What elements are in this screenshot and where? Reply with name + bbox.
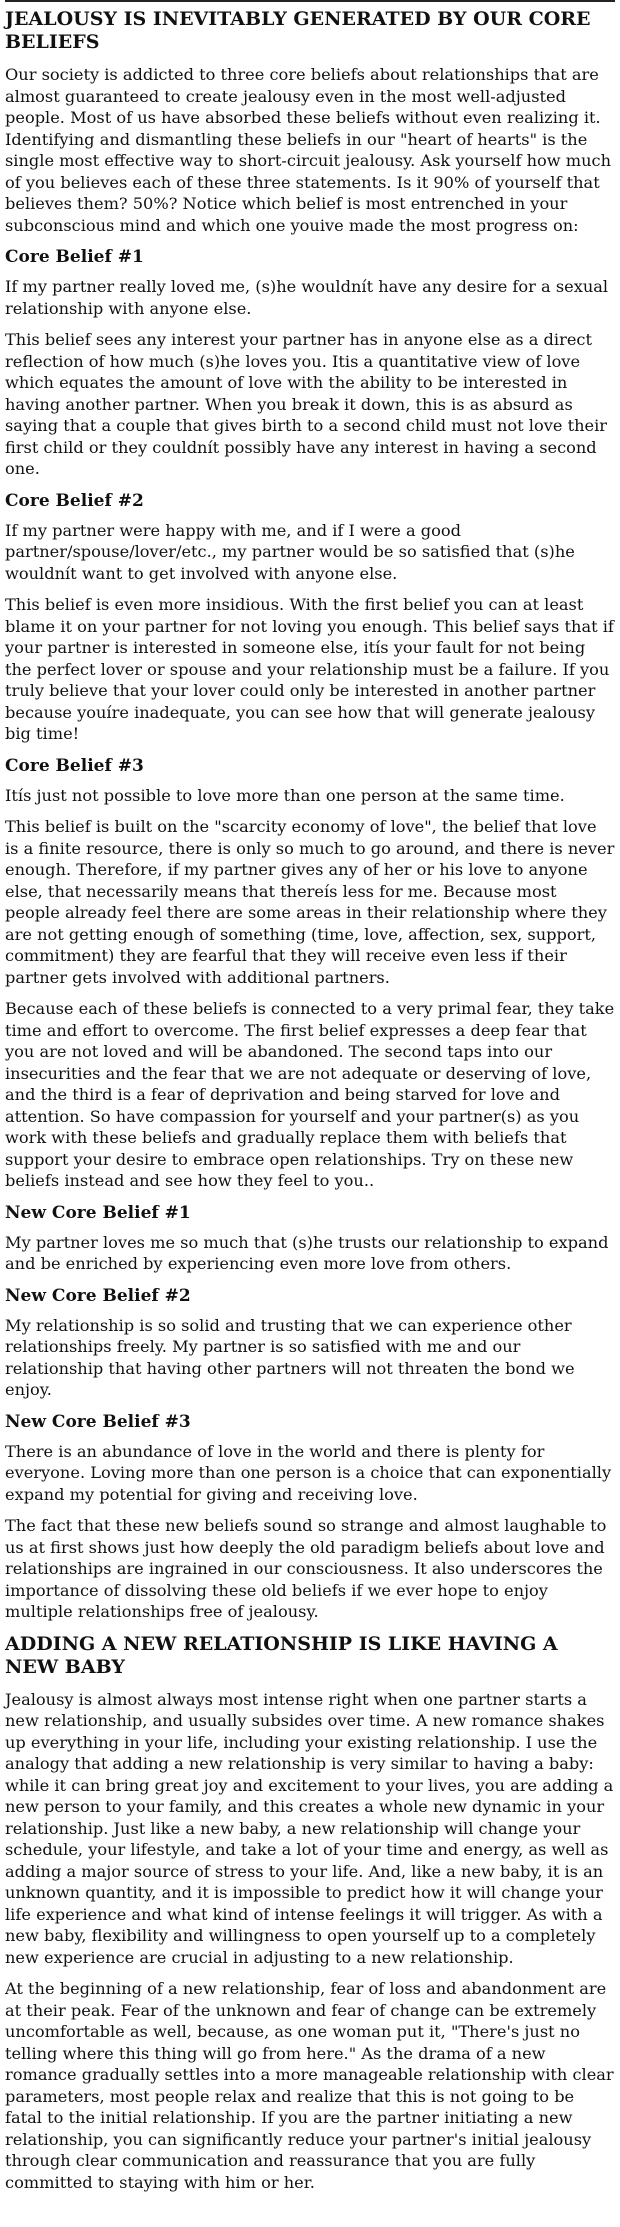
core-belief-1-title: Core Belief #1 — [5, 247, 144, 267]
new-core-belief-2-title: New Core Belief #2 — [5, 1285, 191, 1306]
intro-paragraph: Our society is addicted to three core beliefs about relationships that are almost guaranteed to create jealousy even in the most well-adjusted people. Most of us have absorbed these beliefs without even realizing it. Identifying and dismantling these beliefs in our "heart of hearts" is the single most effective way to short-circuit jealousy. Ask yourself how much of you believes each of these three statements. Is it 90% of yourself that believes them? 50%? Notice which belief is most entrenched in your subconscious mind and which one youive made the most progress on: — [5, 65, 612, 235]
body-paragraph: At the beginning of a new relationship, fear of loss and abandonment are at their peak. Fear of the unknown and fear of change can be extremely uncomfortable as well, because, as one woman put it, "There's just no telling where this thing will go from here." As the drama of a new romance gradually settles into a more manageable relationship with clear parameters, most people relax and realize that this is not going to be fatal to the initial relationship. If you are the partner initiating a new relationship, you can significantly reduce your partner's initial jealousy through clear communication and reassurance that you are fully committed to staying with him or her. — [5, 1979, 614, 2192]
bridge-paragraph: Because each of these beliefs is connected to a very primal fear, they take time and effort to overcome. The first belief expresses a deep fear that you are not loved and will be abandoned. The second taps into our insecurities and the fear that we are not adequate or deserving of love, and the third is a fear of deprivation and being starved for love and attention. So have compassion for yourself and your partner(s) as you work with these beliefs and gradually replace them with beliefs that support your desire to embrace open relationships. Try on these new beliefs instead and see how they feel to you.. — [5, 999, 615, 1190]
body-paragraph: Jealousy is almost always most intense right when one partner starts a new relationship, and usually subsides over time. A new romance shakes up everything in your life, including your existing relationship. I use the analogy that adding a new relationship is very similar to having a baby: while it can bring great joy and excitement to your lives, you are adding a new person to your family, and this creates a whole new dynamic in your relationship. Just like a new baby, a new relationship will change your schedule, your lifestyle, and take a lot of your time and energy, as well as adding a major source of stress to your life. And, like a new baby, it is an unknown quantity, and it is impossible to predict how it will change your life experience and what kind of intense feelings it will trigger. As with a new baby, flexibility and willingness to open yourself up to a completely new experience are crucial in adjusting to a new relationship. — [5, 1689, 614, 1967]
section-heading: ADDING A NEW RELATIONSHIP IS LIKE HAVING A NEW BABY — [5, 1632, 558, 1678]
new-core-belief-2-statement: My relationship is so solid and trusting that we can experience other relationships freely. My partner is so satisfied with me and our relationship that having other partners will not threaten the bond we enjoy. — [5, 1315, 575, 1399]
section-new-relationship — [5, 1633, 615, 2194]
core-belief-2-title: Core Belief #2 — [5, 490, 144, 511]
top-divider — [5, 0, 615, 2]
section-heading: JEALOUSY IS INEVITABLY GENERATED BY OUR CORE BELIEFS — [5, 8, 591, 53]
core-belief-2-statement: If my partner were happy with me, and if I were a good partner/spouse/lover/etc., my partner would be so satisfied that (s)he wouldnít want to get involved with anyone else. — [5, 520, 575, 583]
core-belief-3-title: Core Belief #3 — [5, 755, 144, 776]
new-core-belief-1-statement: My partner loves me so much that (s)he trusts our relationship to expand and be enriched by experiencing even more love from others. — [5, 1232, 609, 1273]
core-belief-2-explanation: This belief is even more insidious. With the first belief you can at least blame it on your partner for not loving you enough. This belief says that if your partner is interested in someone else, itís your fault for not being the perfect lover or spouse and your relationship must be a failure. If you truly believe that your lover could only be interested in another partner because youíre inadequate, you can see how that will generate jealousy big time! — [5, 595, 614, 743]
section-core-beliefs — [5, 8, 615, 1623]
closing-paragraph: The fact that these new beliefs sound so strange and almost laughable to us at first shows just how deeply the old paradigm beliefs about love and relationships are ingrained in our consciousness. It also underscores the importance of dissolving these old beliefs if we ever hope to enjoy multiple relationships free of jealousy. — [5, 1516, 607, 1621]
new-core-belief-3-title: New Core Belief #3 — [5, 1411, 191, 1432]
new-core-belief-1-title: New Core Belief #1 — [5, 1202, 191, 1223]
new-core-belief-3-statement: There is an abundance of love in the world and there is plenty for everyone. Loving more than one person is a choice that can exponentially expand my potential for giving and receiving love. — [5, 1441, 612, 1504]
core-belief-1-explanation: This belief sees any interest your partner has in anyone else as a direct reflection of how much (s)he loves you. Itis a quantitative view of love which equates the amount of love with the ability to be interested in having another partner. When you break it down, this is as absurd as saying that a couple that gives birth to a second child must not love their first child or they couldnít possibly have any interest in having a second one. — [5, 330, 607, 478]
core-belief-1-statement: If my partner really loved me, (s)he wouldnít have any desire for a sexual relationship with anyone else. — [5, 277, 609, 318]
article — [5, 0, 615, 2203]
core-belief-3-explanation: This belief is built on the "scarcity economy of love", the belief that love is a finite resource, there is only so much to go around, and there is never enough. Therefore, if my partner gives any of her or his love to anyone else, that necessarily means that thereís less for me. Because most people already feel there are some areas in their relationship where they are not getting enough of something (time, love, affection, sex, support, commitment) they are fearful that they will receive even less if their partner gets involved with additional partners. — [5, 817, 615, 987]
core-belief-3-statement: Itís just not possible to love more than one person at the same time. — [5, 785, 565, 805]
